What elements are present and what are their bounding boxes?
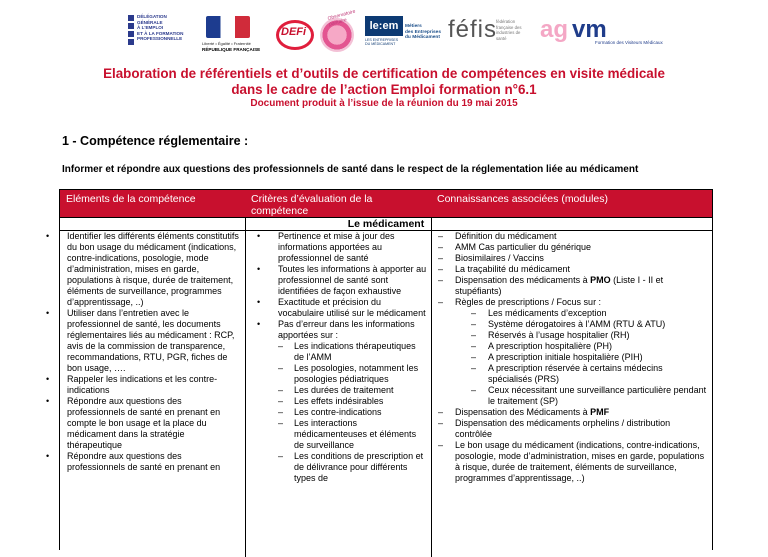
section-heading: 1 - Compétence réglementaire : [62,134,249,148]
list-item: – Biosimilaires / Vaccins [438,253,708,264]
list-item: – Les contre-indications [278,407,428,418]
list-item: • Pertinence et mise à jour des informations apportées au professionnel de santé [257,231,428,264]
marianne-flag-icon [206,16,250,38]
list-item: – Dispensation des Médicaments à PMF [438,407,708,418]
defi-logo: DEFi [276,14,312,54]
table-header [60,190,712,217]
list-item: – Les effets indésirables [278,396,428,407]
metiers-logo: Métiers des Entreprises du Médicament [405,24,441,41]
list-item: – Règles de prescriptions / Focus sur : – Les médicaments d’exception – Système dérogatoires à l’AMM (RTU & ATU) – Réservés à l’usage hospitalier (RH) – A prescription hospitalière (PH) – A prescription initiale hospitalière (PIH) – A prescription réservée à certains médecins spécialisés (PRS) – Ceux nécessitant une surveillance particulière pendant le traitement (SP) [438,297,708,407]
list-item: – A prescription hospitalière (PH) [471,341,708,352]
col1-header: Eléments de la compétence [66,193,196,205]
list-item: – Le bon usage du médicament (indications, contre-indications, posologie, mode d’administration, mises en garde, populations à risque, durée de traitement, éléments de surveillance, programmes d’apprentissage, ..) [438,440,708,484]
list-item: • Toutes les informations à apporter au professionnel de santé sont identifiées de façon exhaustive [257,264,428,297]
col2-content [257,231,428,484]
logo-bar [0,8,768,58]
col2-header: Critères d’évaluation de la compétence [251,193,373,217]
list-item: • Utiliser dans l’entretien avec le professionnel de santé, les documents réglementaires liés au médicament : RCP, avis de la commission de transparence, recommandations, RTU, PGR, fiches de bon usage, …. [46,308,240,374]
list-item: – Les conditions de prescription et de délivrance pour différents types de [278,451,428,484]
list-item: • Exactitude et précision du vocabulaire utilisé sur le médicament [257,297,428,319]
list-item: – AMM Cas particulier du générique [438,242,708,253]
list-item: – Dispensation des médicaments à PMO (Liste I - II et stupéfiants) [438,275,708,297]
list-item: – Ceux nécessitant une surveillance particulière pendant le traitement (SP) [471,385,708,407]
republique-francaise-logo: Liberté • Égalité • Fraternité RÉPUBLIQUE FRANÇAISE [200,14,256,54]
col3-sublist [455,308,708,407]
document-title: Elaboration de référentiels et d’outils de certification de compétences en visite médicale dans le cadre de l’action Emploi formation n°6.1 [103,66,665,97]
list-item: – Les posologies, notamment les posologies pédiatriques [278,363,428,385]
list-item: • Identifier les différents éléments constitutifs du bon usage du médicament (indications, contre-indications, posologie, mode d’administration, mises en garde, populations à risque, durée de traitement, éléments de surveillance, programmes d’apprentissage, ..) [46,231,240,308]
list-item: – La traçabilité du médicament [438,264,708,275]
list-item: • Répondre aux questions des professionnels de santé en prenant en [46,451,240,473]
list-item: • Répondre aux questions des professionnels de santé en prenant en compte le bon usage et la place du médicament dans la stratégie thérapeutique [46,396,240,451]
list-item: – Système dérogatoires à l’AMM (RTU & ATU) [471,319,708,330]
table-subheader: Le médicament [60,217,712,231]
col3-header: Connaissances associées (modules) [437,193,608,205]
col3-content [438,231,708,484]
list-item: – A prescription réservée à certains médecins spécialisés (PRS) [471,363,708,385]
list-item: – A prescription initiale hospitalière (PIH) [471,352,708,363]
list-item: – Les interactions médicamenteuses et éléments de surveillance [278,418,428,451]
dgefp-logo-text: DÉLÉGATION GÉNÉRALE À L'EMPLOI ET À LA FORMATION PROFESSIONNELLE [137,14,184,42]
list-item: – Les médicaments d’exception [471,308,708,319]
list-item: – Dispensation des médicaments orphelins / distribution contrôlée [438,418,708,440]
agvm-logo: ag vm Formation des Visiteurs Médicaux [540,16,663,45]
list-item: – Les durées de traitement [278,385,428,396]
list-item: – Définition du médicament [438,231,708,242]
list-item: – Réservés à l’usage hospitalier (RH) [471,330,708,341]
leem-logo: le:em LES ENTREPRISES DU MÉDICAMENT [363,14,405,54]
list-item: • Pas d’erreur dans les informations apportées sur : – Les indications thérapeutiques de l’AMM – Les posologies, notamment les posologies pédiatriques – Les durées de traitement – Les effets indésirables – Les contre-indications – Les interactions médicamenteuses et éléments de surveillance – Les conditions de prescription et de délivrance pour différents types de [257,319,428,484]
dgefp-logo [128,14,198,54]
col2-sublist [278,341,428,484]
list-item: – Les indications thérapeutiques de l’AMM [278,341,428,363]
competence-table [59,189,713,550]
list-item: • Rappeler les indications et les contre-indications [46,374,240,396]
document-subtitle: Document produit à l’issue de la réunion du 19 mai 2015 [250,98,518,109]
col1-content [46,231,240,473]
fefis-logo: féfis fédération française des industries de santé [448,16,522,43]
observatoire-logo: Observatoire paritaire [318,14,358,54]
intro-text: Informer et répondre aux questions des professionnels de santé dans le respect de la réglementation liée au médicament [62,164,639,175]
